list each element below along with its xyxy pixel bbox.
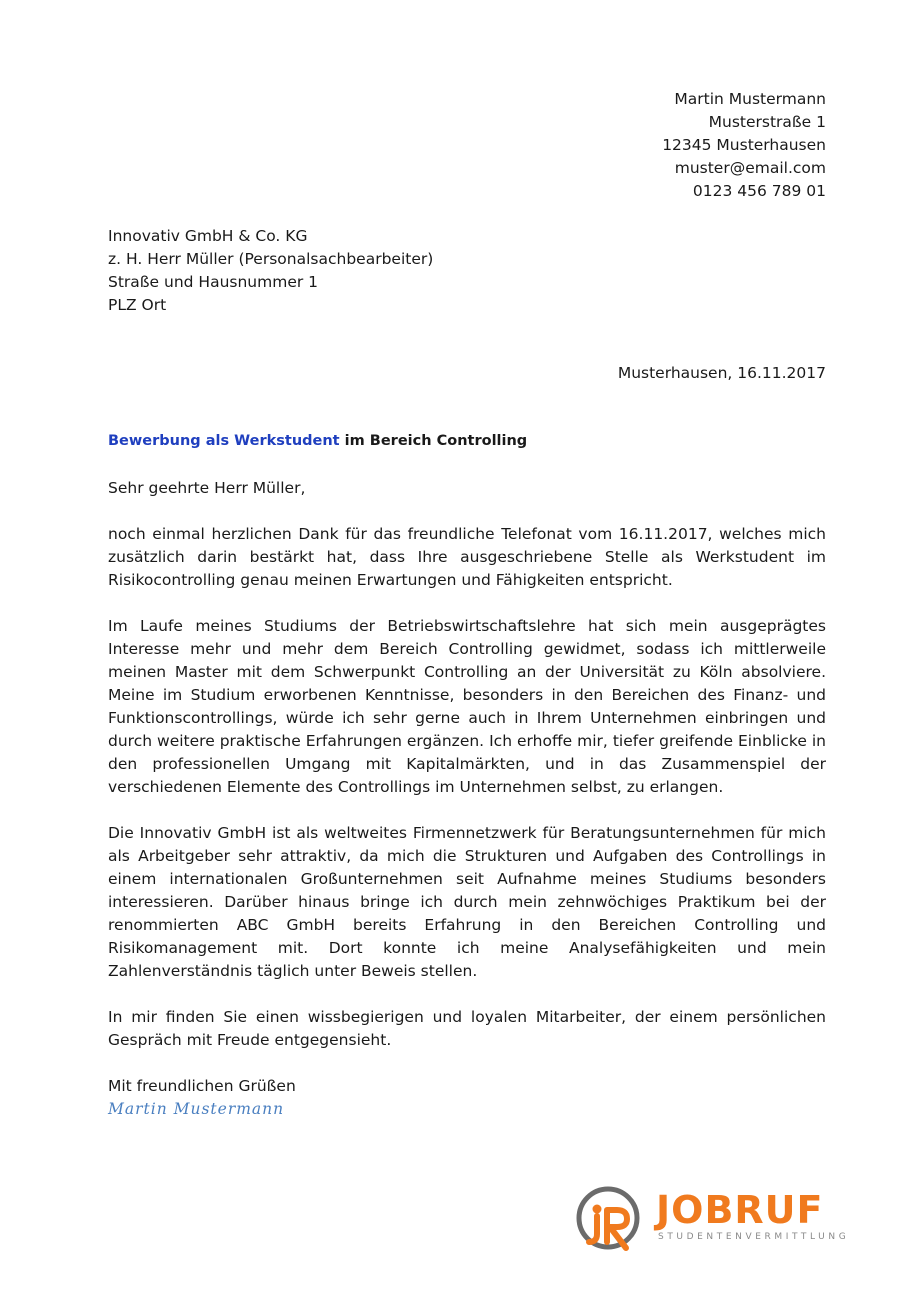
recipient-company: Innovativ GmbH & Co. KG: [108, 227, 308, 245]
sender-name: Martin Mustermann: [674, 90, 826, 108]
jobruf-wordmark-part1: JOB: [656, 1188, 735, 1232]
subject-rest: im Bereich Controlling: [339, 433, 528, 449]
sender-address: [662, 88, 826, 203]
closing: Mit freundlichen Grüßen: [108, 1077, 296, 1095]
recipient-attention: z. H. Herr Müller (Personalsachbearbeiter): [108, 250, 434, 268]
signature: Martin Mustermann: [108, 1100, 285, 1118]
jobruf-logo: [574, 1182, 850, 1257]
recipient-street: Straße und Hausnummer 1: [108, 273, 319, 291]
jobruf-wordmark-part2: RUF: [734, 1188, 824, 1232]
paragraph-4: In mir finden Sie einen wissbegierigen und loyalen Mitarbeiter, der einem persönlichen Gespräch mit Freude entgegensieht.: [108, 1008, 826, 1049]
paragraph-1: noch einmal herzlichen Dank für das freundliche Telefonat vom 16.11.2017, welches mich zusätzlich darin bestärkt hat, dass Ihre ausgeschriebene Stelle als Werkstudent im Risikocontrolling genau meinen Erwartungen und Fähigkeiten entspricht.: [108, 525, 826, 589]
sender-street: Musterstraße 1: [708, 113, 826, 131]
sender-phone: 0123 456 789 01: [692, 182, 826, 200]
salutation: Sehr geehrte Herr Müller,: [108, 479, 306, 497]
letter-body: [108, 477, 826, 1121]
subject-highlight: Bewerbung als Werkstudent: [108, 433, 340, 449]
paragraph-2: Im Laufe meines Studiums der Betriebswirtschaftslehre hat sich mein ausgeprägtes Interesse mehr und mehr dem Bereich Controlling gewidmet, sodass ich mittlerweile meinen Master mit dem Schwerpunkt Controlling an der Universität zu Köln absolviere. Meine im Studium erworbenen Kenntnisse, besonders in den Bereichen des Finanz- und Funktionscontrollings, würde ich sehr gerne auch in Ihrem Unternehmen einbringen und durch weitere praktische Erfahrungen ergänzen. Ich erhoffe mir, tiefer greifende Einblicke in den professionellen Umgang mit Kapitalmärkten, und in das Zusammenspiel der verschiedenen Elemente des Controllings im Unternehmen selbst, zu erlangen.: [108, 617, 826, 796]
jobruf-logo-mark-icon: [574, 1182, 644, 1254]
sender-email: muster@email.com: [674, 159, 826, 177]
recipient-city: PLZ Ort: [108, 296, 167, 314]
sender-city: 12345 Musterhausen: [662, 136, 826, 154]
recipient-address: [108, 225, 433, 317]
letter-date: Musterhausen, 16.11.2017: [617, 364, 826, 382]
paragraph-3: Die Innovativ GmbH ist als weltweites Firmennetzwerk für Beratungsunternehmen für mich als Arbeitgeber sehr attraktiv, da mich die Strukturen und Aufgaben des Controllings in einem internationalen Großunternehmen seit Aufnahme meines Studiums besonders interessieren. Darüber hinaus bringe ich durch mein zehnwöchiges Praktikum bei der renommierten ABC GmbH bereits Erfahrung in den Bereichen Controlling und Risikomanagement mit. Dort konnte ich meine Analysefähigkeiten und mein Zahlenverständnis täglich unter Beweis stellen.: [108, 824, 826, 980]
jobruf-tagline: STUDENTENVERMITTLUNG: [658, 1232, 850, 1242]
jobruf-wordmark: [656, 1188, 823, 1232]
subject-line: [108, 430, 527, 453]
